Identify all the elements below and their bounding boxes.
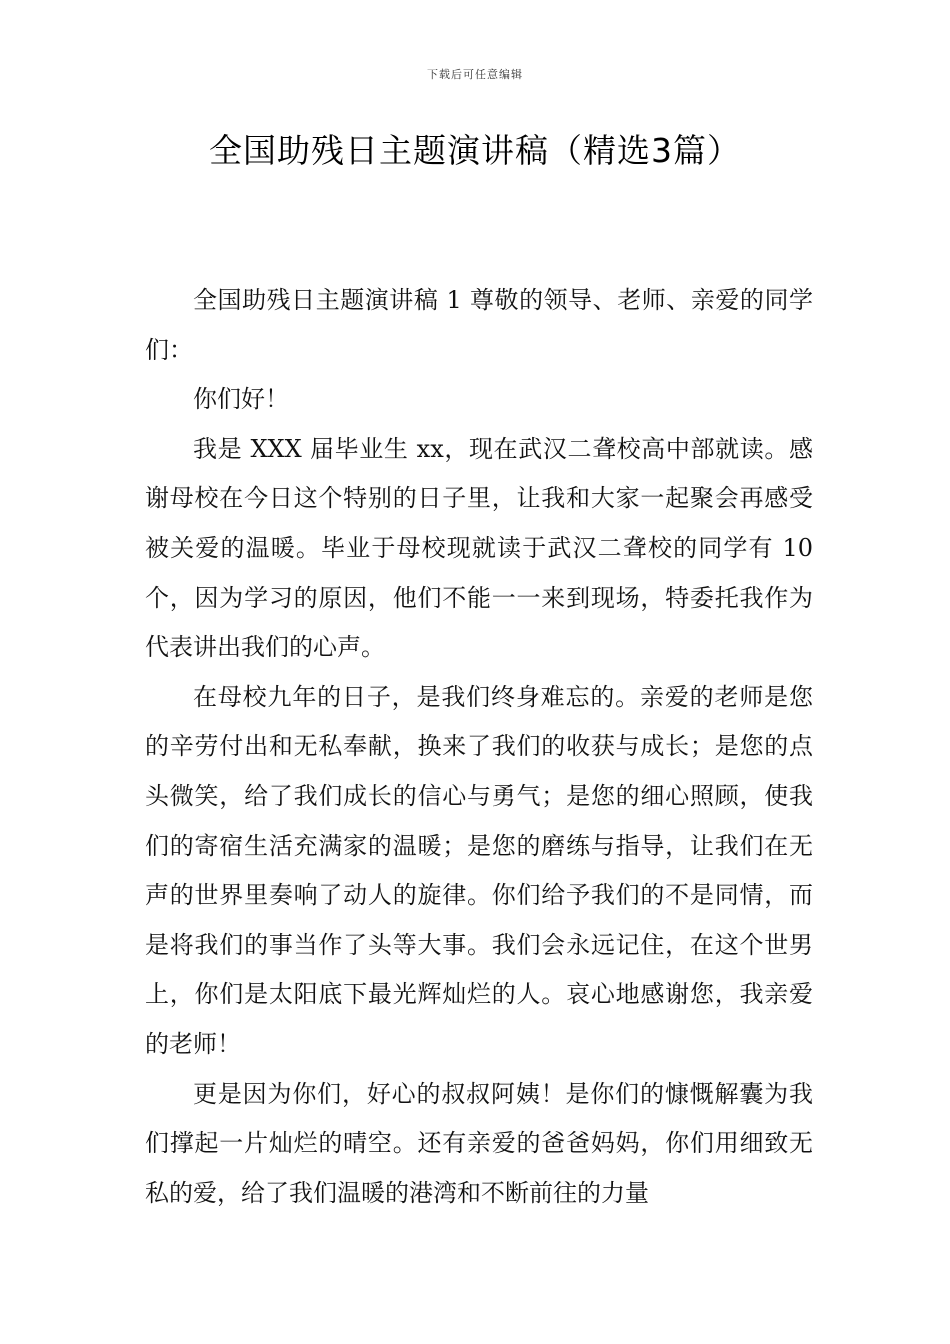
header-note: 下载后可任意编辑: [427, 68, 523, 81]
document-body: [145, 276, 813, 1218]
paragraph-salutation: 全国助残日主题演讲稿 1 尊敬的领导、老师、亲爱的同学们：: [145, 286, 813, 364]
document-title: 全国助残日主题演讲稿（精选3篇）: [209, 131, 741, 170]
paragraph-thanks-supporters: 更是因为你们，好心的叔叔阿姨！是你们的慷慨解囊为我们撑起一片灿烂的晴空。还有亲爱的爸爸妈妈，你们用细致无私的爱，给了我们温暖的港湾和不断前往的力量: [145, 1079, 813, 1207]
paragraph-thanks-teachers: 在母校九年的日子，是我们终身难忘的。亲爱的老师是您的辛劳付出和无私奉献，换来了我们的收获与成长；是您的点头微笑，给了我们成长的信心与勇气；是您的细心照顾，使我们的寄宿生活充满家的温暖；是您的磨练与指导，让我们在无声的世界里奏响了动人的旋律。你们给予我们的不是同情，而是将我们的事当作了头等大事。我们会永远记住，在这个世男上，你们是太阳底下最光辉灿烂的人。哀心地感谢您，我亲爱的老师！: [145, 682, 813, 1058]
paragraph-introduction: 我是 XXX 届毕业生 xx，现在武汉二聋校高中部就读。感谢母校在今日这个特别的日子里，让我和大家一起聚会再感受被关爱的温暖。毕业于母校现就读于武汉二聋校的同学有 10 个，因为学习的原因，他们不能一一来到现场，特委托我作为代表讲出我们的心声。: [145, 434, 813, 662]
paragraph-greeting: 你们好！: [193, 385, 289, 414]
